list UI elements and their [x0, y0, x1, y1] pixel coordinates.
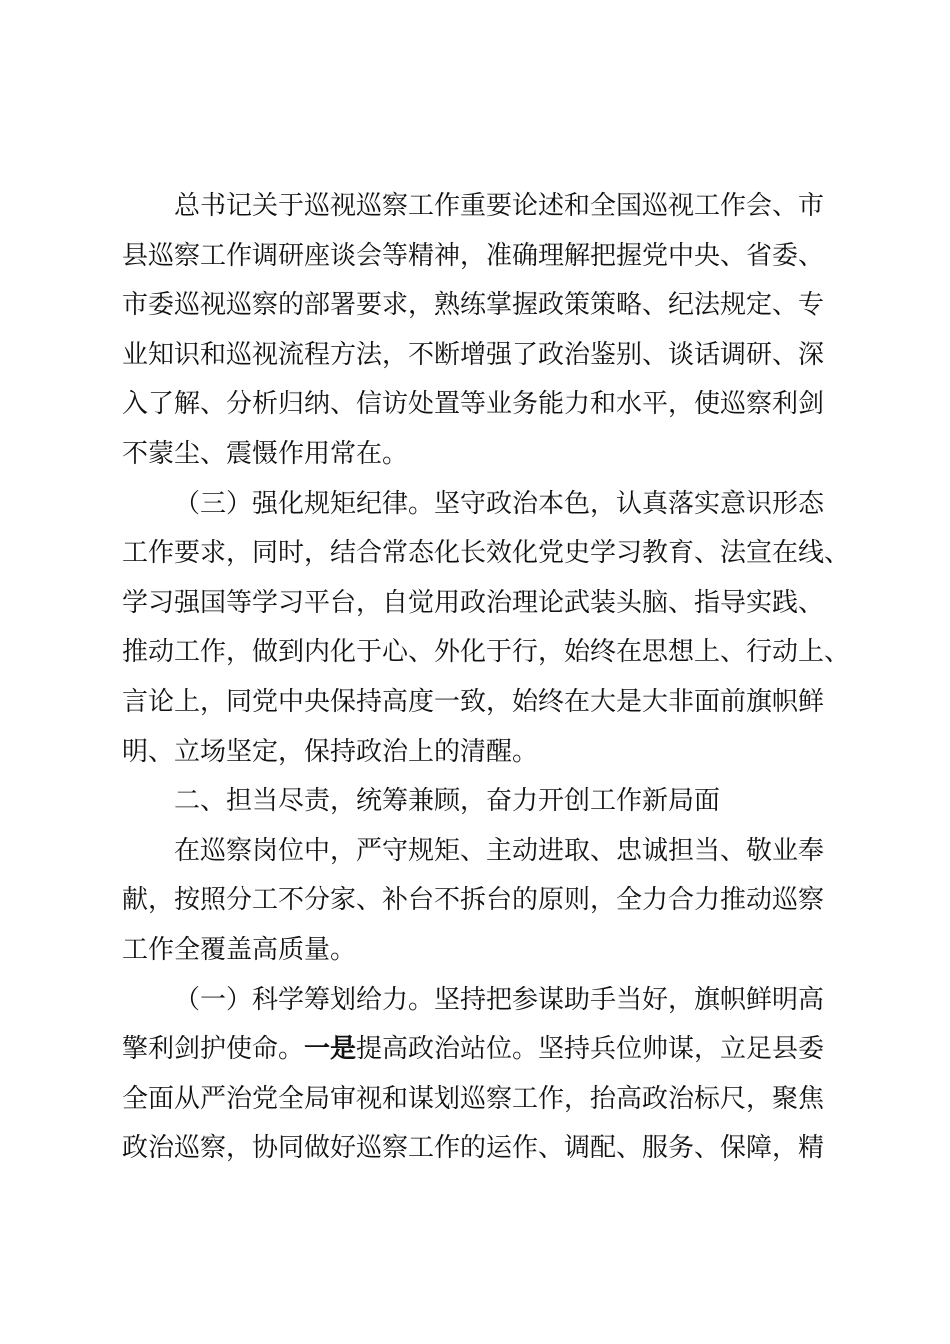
text-line: 业知识和巡视流程方法，不断增强了政治鉴别、谈话调研、深 — [122, 339, 825, 370]
text-line: 献，按照分工不分家、补台不拆台的原则，全力合力推动巡察 — [122, 885, 825, 916]
text-line: 言论上，同党中央保持高度一致，始终在大是大非面前旗帜鲜 — [122, 686, 825, 717]
text-line: 明、立场坚定，保持政治上的清醒。 — [122, 736, 539, 767]
text-segment: 提高政治站位。坚持兵位帅谋，立足县委 — [356, 1034, 825, 1065]
text-line: 入了解、分析归纳、信访处置等业务能力和水平，使巡察利剑 — [122, 389, 825, 420]
text-line: 不蒙尘、震慑作用常在。 — [122, 438, 409, 469]
bold-lead-text: 一是 — [304, 1034, 357, 1065]
text-line: 政治巡察，协同做好巡察工作的运作、调配、服务、保障，精 — [122, 1133, 825, 1164]
text-line: 在巡察岗位中，严守规矩、主动进取、忠诚担当、敬业奉 — [174, 835, 825, 866]
text-line: （一）科学筹划给力。坚持把参谋助手当好，旗帜鲜明高 — [174, 984, 825, 1015]
text-line: 学习强国等学习平台，自觉用政治理论武装头脑、指导实践、 — [122, 587, 825, 618]
text-line: 县巡察工作调研座谈会等精神，准确理解把握党中央、省委、 — [122, 240, 825, 271]
text-line: 工作全覆盖高质量。 — [122, 934, 357, 965]
text-line: 市委巡视巡察的部署要求，熟练掌握政策策略、纪法规定、专 — [122, 290, 825, 321]
section-heading: 二、担当尽责，统筹兼顾，奋力开创工作新局面 — [174, 786, 721, 817]
text-line: 全面从严治党全局审视和谋划巡察工作，抬高政治标尺，聚焦 — [122, 1083, 825, 1114]
text-line: 工作要求，同时，结合常态化长效化党史学习教育、法宣在线、 — [122, 538, 851, 569]
text-line-mixed — [122, 1025, 832, 1075]
text-segment: 擎利剑护使命。 — [122, 1034, 305, 1065]
text-line: 总书记关于巡视巡察工作重要论述和全国巡视工作会、市 — [174, 191, 825, 221]
document-body — [122, 182, 851, 1174]
text-line: 推动工作，做到内化于心、外化于行，始终在思想上、行动上、 — [122, 637, 851, 668]
text-line: （三）强化规矩纪律。坚守政治本色，认真落实意识形态 — [174, 488, 825, 519]
